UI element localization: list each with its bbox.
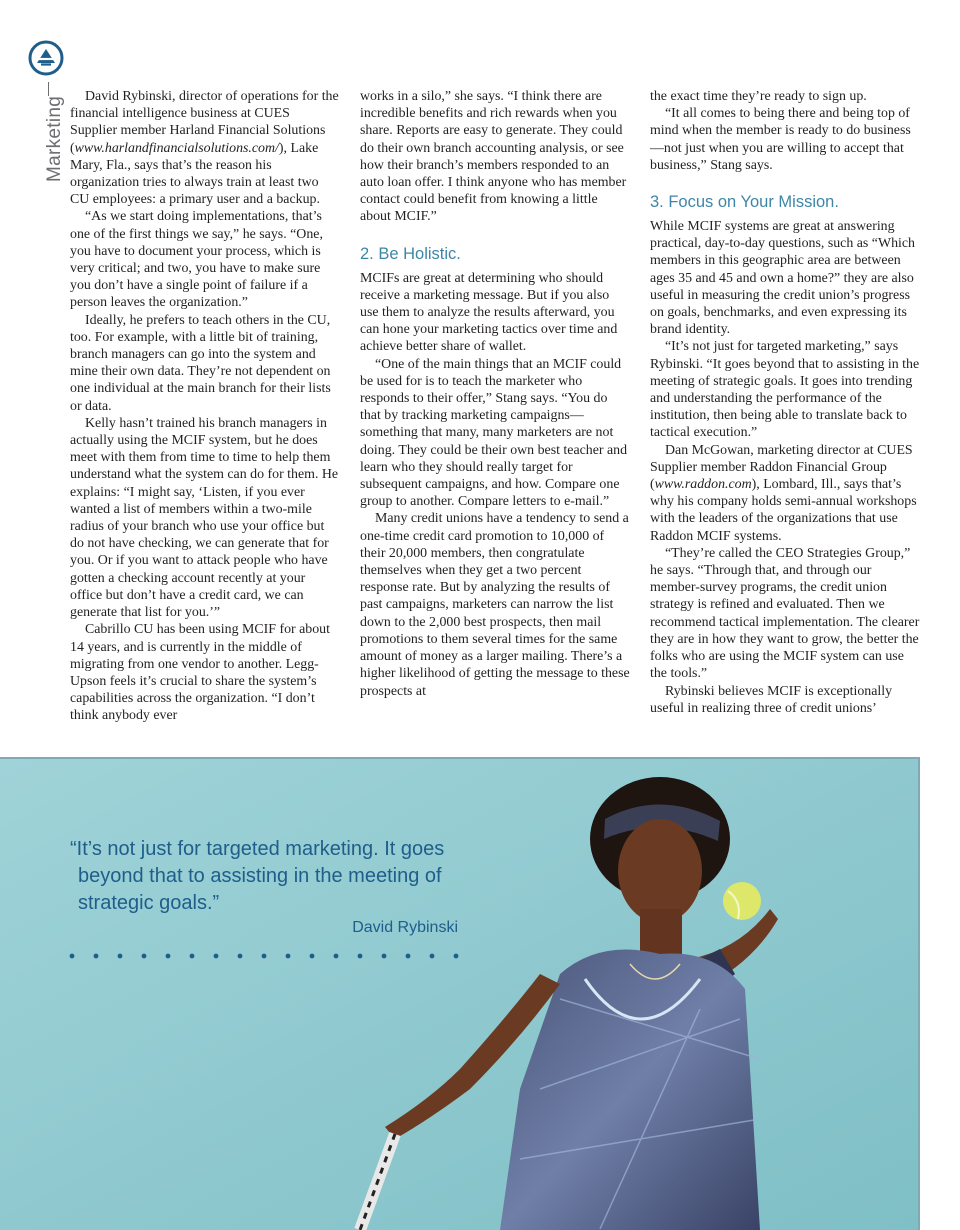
pull-quote-author: David Rybinski xyxy=(352,919,458,936)
paragraph: Kelly hasn’t trained his branch managers in actually using the MCIF system, but he does meet with them from time to time to help them understand what the system can do for them. He explains: “I might say, ‘Listen, if you ever wanted a list of members within a two-mile radius of your branch who use your office but do not have checking, we can generate that for you. Or if you want to attack people who have gotten a checking account recently at your office but don’t have a credit card, we can generate that list for you.’” xyxy=(70,415,339,621)
article-column-1 xyxy=(70,88,340,725)
article-column-2 xyxy=(360,88,630,700)
paragraph: Ideally, he prefers to teach others in the CU, too. For example, with a little bit of training, branch managers can go into the system and mine their own data. They’re not dependent on one individual at the main branch for their lists or data. xyxy=(70,312,331,414)
paragraph: MCIFs are great at determining who should receive a marketing message. But if you also use them to analyze the results afterward, you can hone your marketing tactics over time and achieve better share of wallet. xyxy=(360,270,618,355)
section-heading: 2. Be Holistic. xyxy=(360,244,461,263)
paragraph: While MCIF systems are great at answering practical, day-to-day questions, such as “Which members in this geographic area are between ages 35 and 45 and own a home?” they are also useful in measuring the credit union’s progress on goals, benchmarks, and even expressing its brand identity. xyxy=(650,219,915,338)
paragraph: “They’re called the CEO Strategies Group,” he says. “Through that, and through our member-survey programs, the credit union strategy is refined and evaluated. Then we recommend tactical implementation. The clearer they are in how they want to grow, the better the folks who are using the MCIF system can use the tools.” xyxy=(650,545,920,682)
paragraph: the exact time they’re ready to sign up. xyxy=(650,89,867,104)
paragraph: Dan McGowan, marketing director at CUES Supplier member Raddon Financial Group (www.raddon.com), Lombard, Ill., says that’s why his company holds semi-annual workshops with the leaders of the organizations that use Raddon MCIF systems. xyxy=(650,442,917,544)
paragraph: David Rybinski, director of operations for the financial intelligence business at CUES Supplier member Harland Financial Solutions (www.harlandfinancialsolutions.com/), Lake Mary, Fla., says that’s the reason his organization tries to always train at least two CU employees: a primary user and a backup. xyxy=(70,89,339,208)
paragraph: Rybinski believes MCIF is exceptionally useful in realizing three of credit unions’ xyxy=(650,683,893,716)
section-label: Marketing xyxy=(44,95,65,182)
pull-quote: “It’s not just for targeted marketing. It goes beyond that to assisting in the meeting of strategic goals.” xyxy=(70,838,445,914)
paragraph: “It all comes to being there and being top of mind when the member is ready to do business—not just when you are willing to accept that business,” Stang says. xyxy=(650,106,911,173)
url-link: www.harlandfinancialsolutions.com/ xyxy=(74,140,279,156)
cues-logo-icon xyxy=(28,40,64,76)
section-heading: 3. Focus on Your Mission. xyxy=(650,193,839,212)
article-column-3 xyxy=(650,88,920,717)
tennis-player-photo xyxy=(0,759,918,1230)
photo-panel xyxy=(0,757,920,1230)
dotted-divider xyxy=(68,950,460,962)
paragraph: Cabrillo CU has been using MCIF for about 14 years, and is currently in the middle of migrating from one vendor to another. Legg-Upson feels it’s crucial to share the system’s capabilities across the organization. “I don’t think anybody ever xyxy=(70,622,330,724)
paragraph: “One of the main things that an MCIF could be used for is to teach the marketer who responds to their offer,” Stang says. “You do that by tracking marketing campaigns—something that many, many marketers are not doing. They could be their own best teacher and learn who they should really target for subsequent campaigns, and how. Compare one group to another. Compare letters to e-mail.” xyxy=(360,356,628,510)
paragraph: “As we start doing implementations, that’s one of the first things we say,” he says. “One, you have to document your process, which is very critical; and two, you have to make sure you don’t have a single point of failure if a person leaves the organization.” xyxy=(70,209,323,311)
paragraph: “It’s not just for targeted marketing,” says Rybinski. “It goes beyond that to assisting in the meeting of strategic goals. It goes into trending and understanding the performance of the institution, then being able to translate back to tactical execution.” xyxy=(650,339,920,441)
section-divider xyxy=(48,82,49,96)
url-link: www.raddon.com xyxy=(654,477,752,493)
paragraph: Many credit unions have a tendency to send a one-time credit card promotion to 10,000 of their 20,000 members, then congratulate themselves when they get a two percent response rate. But by analyzing the results of past campaigns, marketers can narrow the list down to the 2,000 best prospects, then mail promotions to them several times for the same amount of money as a larger mailing. There’s a higher likelihood of getting the message to these prospects at xyxy=(360,511,630,699)
paragraph: works in a silo,” she says. “I think there are incredible benefits and rich rewards when you share. Reports are easy to generate. They could do their own branch accounting analysis, or see how their branch’s members responded to an auto loan offer. I think anyone who has member contact could benefit from knowing a little about MCIF.” xyxy=(360,89,627,225)
